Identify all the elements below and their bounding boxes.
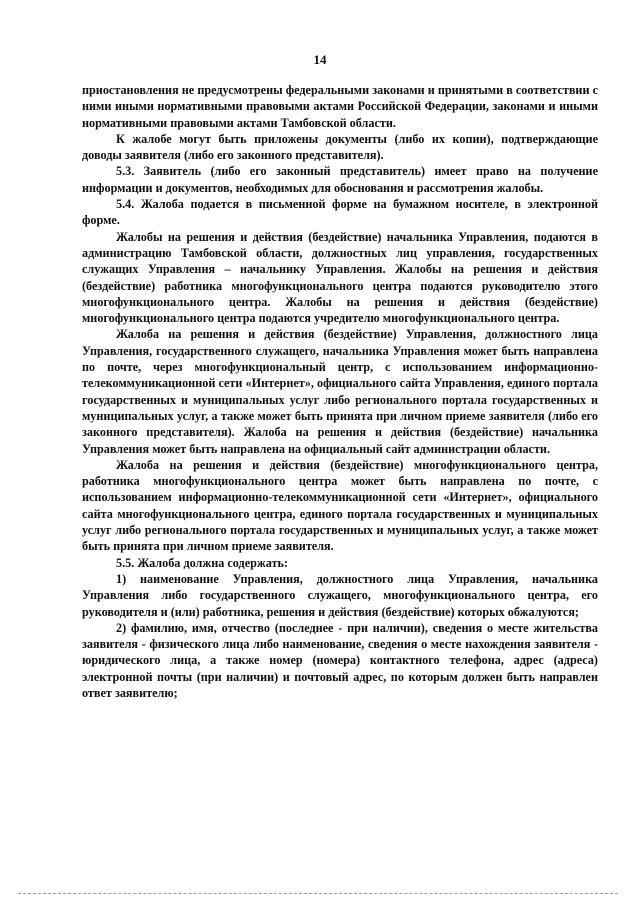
document-body (82, 82, 598, 701)
paragraph-5-5: 5.5. Жалоба должна содержать: (116, 555, 288, 570)
list-item-2: 2) фамилию, имя, отчество (последнее - при наличии), сведения о месте жительства заявителя - физического лица либо наименование, сведения о месте нахождения заявителя - юридического лица, а также номер (номера) контактного телефона, адрес (адреса) электронной почты (при наличии) и почтовый адрес, по которым должен быть направлен ответ заявителю; (82, 620, 598, 700)
paragraph-complaint-channels-mfc: Жалоба на решения и действия (бездействие) многофункционального центра, работника многофункционального центра может быть направлена по почте, с использованием информационно-телекоммуникационной сети «Интернет», официального сайта многофункционального центра, единого портала государственных и муниципальных услуг либо регионального портала государственных и муниципальных услуг, а также может быть принята при личном приеме заявителя. (82, 457, 598, 554)
paragraph-5-4: 5.4. Жалоба подается в письменной форме на бумажном носителе, в электронной форме. (82, 197, 598, 228)
paragraph-suspension-grounds: приостановления не предусмотрены федеральными законами и принятыми в соответствии с ними иными нормативными правовыми актами Российской Федерации, законами и иными нормативными правовыми актами Тамбовской области. (82, 83, 598, 130)
paragraph-complaint-recipients: Жалобы на решения и действия (бездействие) начальника Управления, подаются в администрацию Тамбовской области, должностных лиц управления, государственных служащих Управления – начальнику Управления. Жалобы на решения и действия (бездействие) работника многофункционального центра подаются руководителю этого многофункционального центра. Жалобы на решения и действия (бездействие) многофункционального центра подаются учредителю многофункционального центра. (82, 229, 598, 326)
page-number: 14 (313, 52, 327, 67)
paragraph-5-3: 5.3. Заявитель (либо его законный представитель) имеет право на получение информации и документов, необходимых для обоснования и рассмотрения жалобы. (82, 164, 598, 195)
list-item-1: 1) наименование Управления, должностного лица Управления, начальника Управления либо государственного служащего, многофункционального центра, его руководителя и (или) работника, решения и действия (бездействие) которых обжалуются; (82, 571, 598, 619)
paragraph-attachments: К жалобе могут быть приложены документы (либо их копии), подтверждающие доводы заявителя (либо его законного представителя). (82, 131, 598, 163)
paragraph-complaint-channels-department: Жалоба на решения и действия (бездействие) Управления, должностного лица Управления, государственного служащего, начальника Управления может быть направлена по почте, через многофункциональный центр, с использованием информационно-телекоммуникационной сети «Интернет», официального сайта Управления, единого портала государственных и муниципальных услуг либо регионального портала государственных и муниципальных услуг, а также может быть принята при личном приеме заявителя (либо его законного представителя). Жалоба на решения и действия (бездействие) начальника Управления может быть направлена на официальный сайт администрации области. (82, 327, 598, 456)
bottom-divider (18, 893, 618, 894)
